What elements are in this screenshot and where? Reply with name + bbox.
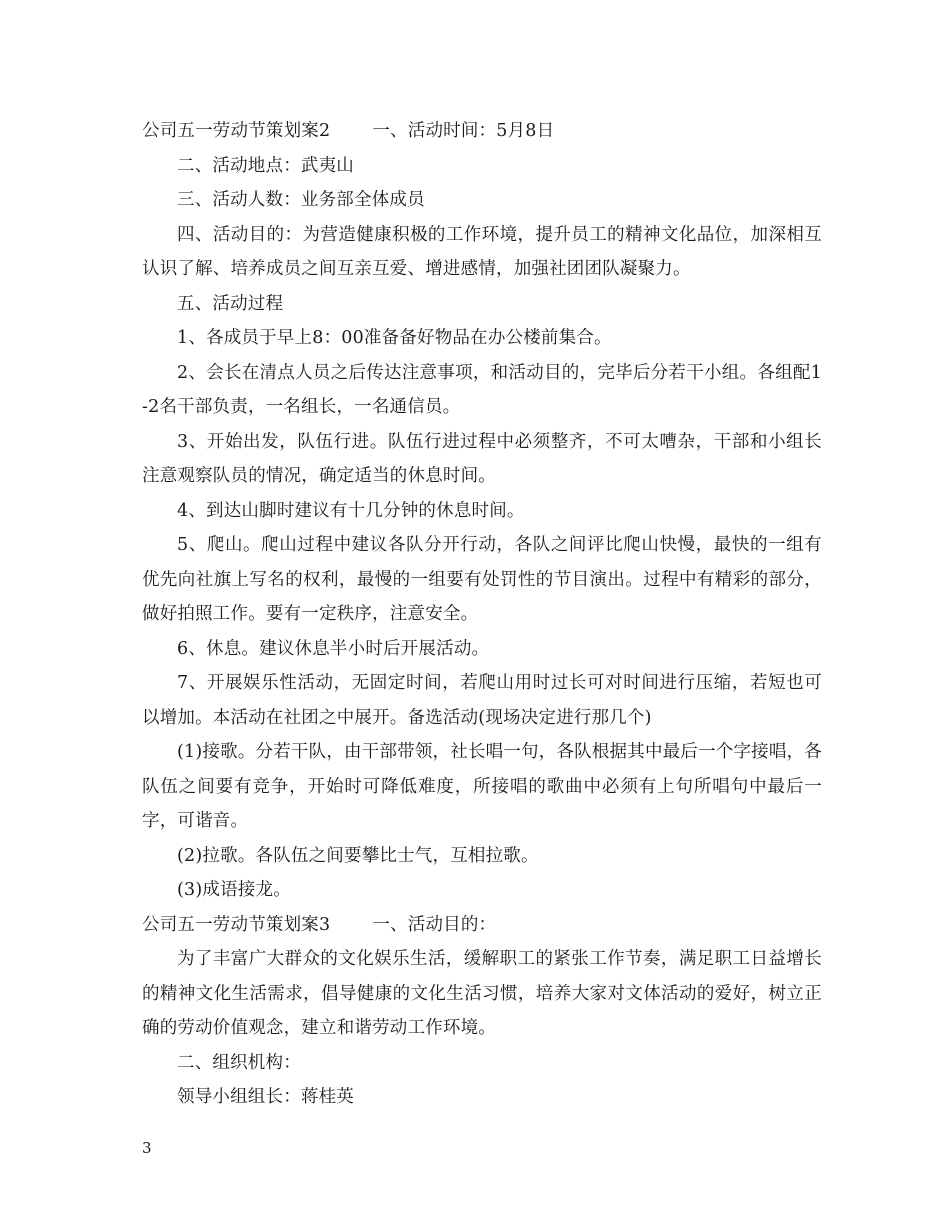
plan2-paragraph: (3)成语接龙。 (177, 880, 291, 900)
plan3-paragraph: 为了丰富广大群众的文化娱乐生活，缓解职工的紧张工作节奏，满足职工日益增长的精神文化生活需求，倡导健康的文化生活习惯，培养大家对文体活动的爱好，树立正确的劳动价值观念，建立和谐劳动工作环境。 (142, 949, 822, 1038)
plan2-paragraph: 1、各成员于早上8：00准备备好物品在办公楼前集合。 (177, 328, 612, 348)
page-number: 3 (142, 1139, 152, 1157)
plan3-paragraph: 领导小组组长：蒋桂英 (177, 1087, 354, 1107)
plan3-heading: 公司五一劳动节策划案3 (142, 914, 331, 935)
plan2-paragraph: (2)拉歌。各队伍之间要攀比士气，互相拉歌。 (177, 845, 539, 866)
plan2-paragraph: 2、会长在清点人员之后传达注意事项，和活动目的，完毕后分若干小组。各组配1-2名干部负责，一名组长，一名通信员。 (142, 362, 822, 417)
plan2-paragraph: (1)接歌。分若干队，由干部带领，社长唱一句，各队根据其中最后一个字接唱，各队伍之间要有竞争，开始时可降低难度，所接唱的歌曲中必须有上句所唱句中最后一字，可谐音。 (142, 742, 822, 831)
plan2-first-item: 一、活动时间：5月8日 (372, 121, 555, 141)
plan3-paragraph: 二、组织机构： (177, 1052, 301, 1073)
plan2-paragraph: 二、活动地点：武夷山 (177, 155, 354, 176)
plan2-heading: 公司五一劳动节策划案2 (142, 121, 331, 141)
plan2-paragraph: 3、开始出发，队伍行进。队伍行进过程中必须整齐，不可太嘈杂，干部和小组长注意观察队员的情况，确定适当的休息时间。 (142, 431, 822, 486)
plan2-paragraph: 五、活动过程 (177, 293, 284, 314)
document-body (142, 114, 822, 1115)
plan2-paragraph: 4、到达山脚时建议有十几分钟的休息时间。 (177, 500, 525, 521)
plan2-paragraph: 三、活动人数：业务部全体成员 (177, 190, 425, 210)
plan2-heading-line (142, 114, 822, 149)
plan2-paragraph: 四、活动目的：为营造健康积极的工作环境，提升员工的精神文化品位，加深相互认识了解、培养成员之间互亲互爱、增进感情，加强社团团队凝聚力。 (142, 224, 822, 279)
plan2-paragraph: 7、开展娱乐性活动，无固定时间，若爬山用时过长可对时间进行压缩，若短也可以增加。本活动在社团之中展开。备选活动(现场决定进行那几个) (142, 673, 822, 728)
plan2-paragraph: 6、休息。建议休息半小时后开展活动。 (177, 638, 490, 659)
plan3-heading-line (142, 908, 822, 943)
plan3-first-item: 一、活动目的： (372, 914, 497, 935)
plan2-paragraph: 5、爬山。爬山过程中建议各队分开行动，各队之间评比爬山快慢，最快的一组有优先向社旗上写名的权利，最慢的一组要有处罚性的节目演出。过程中有精彩的部分，做好拍照工作。要有一定秩序，注意安全。 (142, 535, 822, 624)
